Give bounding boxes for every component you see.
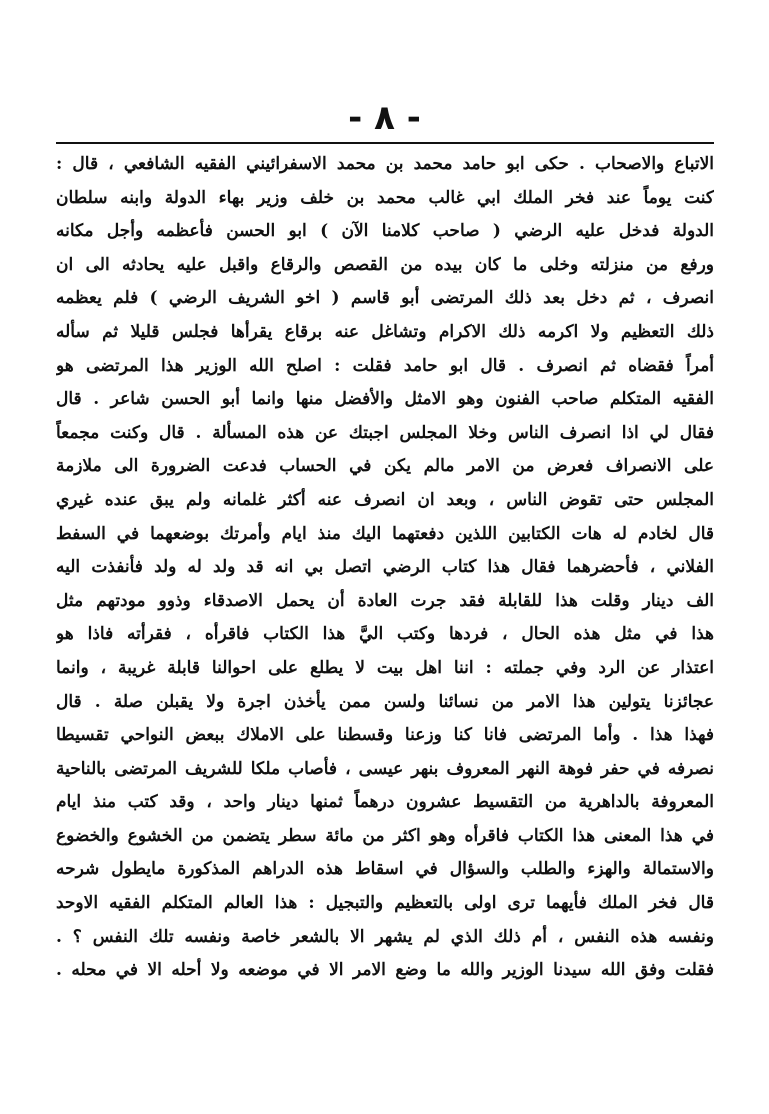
text-line: فقلت وفق الله سيدنا الوزير والله ما وضع الامر الا في موضعه ولا أحله الا في محله . xyxy=(56,960,714,981)
text-line: هذا في مثل هذه الحال ، فردها وكتب اليَّ هذا الكتاب فاقرأه ، فقرأته فاذا هو xyxy=(56,624,714,645)
text-line: نصرفه في حفر فوهة النهر المعروف بنهر عيسى ، فأصاب ملكا للشريف المرتضى بالناحية xyxy=(56,758,714,779)
text-line: والاستمالة والهزء والطلب والسؤال في اسقاط هذه الدراهم المذكورة مايطول شرحه xyxy=(56,859,714,880)
body-paragraph xyxy=(56,148,714,988)
text-line: عجائزنا يتولين هذا الامر من نسائنا ولسن ممن يأخذن اجرة ولا يقبلن صلة . قال xyxy=(56,691,714,712)
text-line: الدولة فدخل عليه الرضي ( صاحب كلامنا الآن ) ابو الحسن فأعظمه وأجل مكانه xyxy=(56,221,714,242)
text-line: قال فخر الملك فأيهما ترى اولى بالتعظيم والتبجيل : هذا العالم المتكلم الفقيه الاوحد xyxy=(56,893,714,914)
text-line: أمراً فقضاه ثم انصرف . قال ابو حامد فقلت : اصلح الله الوزير هذا المرتضى هو xyxy=(56,355,714,376)
text-line: كنت يوماً عند فخر الملك ابي غالب محمد بن خلف وزير بهاء الدولة وابنه سلطان xyxy=(56,187,714,208)
text-line: المعروفة بالداهرية من التقسيط عشرون درهماً ثمنها دينار واحد ، وقد كتب منذ ايام xyxy=(56,792,714,813)
text-line: الفلاني ، فأحضرهما فقال هذا كتاب الرضي اتصل بي انه قد ولد له ولد فأنفذت اليه xyxy=(56,557,714,578)
text-line: قال لخادم له هات الكتابين اللذين دفعتهما اليك منذ ايام وأمرتك بوضعهما في السفط xyxy=(56,523,714,544)
text-line: ورفع من منزلته وخلى ما كان بيده من القصص والرقاع واقبل عليه يحادثه الى ان xyxy=(56,254,714,275)
text-line: على الانصراف فعرض من الامر مالم يكن في الحساب فدعت الضرورة الى ملازمة xyxy=(56,456,714,477)
text-line: فهذا هذا . وأما المرتضى فانا كنا وزعنا وقسطنا على الاملاك ببعض النواحي تقسيطا xyxy=(56,725,714,746)
text-line: انصرف ، ثم دخل بعد ذلك المرتضى أبو قاسم ( اخو الشريف الرضي ) فلم يعظمه xyxy=(56,288,714,309)
header-rule xyxy=(56,142,714,144)
page-number: - ٨ - xyxy=(348,98,421,138)
text-line: الفقيه المتكلم صاحب الفنون وهو الامثل والأفضل منها وانما أبو الحسن شاعر . قال xyxy=(56,389,714,410)
text-line: فقال لي اذا انصرف الناس وخلا المجلس اجبتك عن هذه المسألة . قال وكنت مجمعاً xyxy=(56,422,714,443)
text-line: في هذا المعنى هذا الكتاب فاقرأه وهو اكثر من مائة سطر يتضمن من الخشوع والخضوع xyxy=(56,825,714,846)
text-line: اعتذار عن الرد وفي جملته : اننا اهل بيت لا يطلع على احوالنا قابلة غريبة ، وانما xyxy=(56,657,714,678)
text-line: الاتباع والاصحاب . حكى ابو حامد محمد بن محمد الاسفرائيني الفقيه الشافعي ، قال : xyxy=(56,154,714,174)
text-line: الف دينار وقلت هذا للقابلة فقد جرت العادة أن يحمل الاصدقاء وذوو مودتهم مثل xyxy=(56,590,714,611)
text-line: المجلس حتى تقوض الناس ، وبعد ان انصرف عنه أكثر غلمانه ولم يبق عنده غيري xyxy=(56,489,714,510)
text-line: ذلك التعظيم ولا اكرمه ذلك الاكرام وتشاغل عنه برقاع يقرأها فجلس قليلا ثم سأله xyxy=(56,321,714,342)
page-header xyxy=(0,96,769,140)
text-line: ونفسه هذه النفس ، أم ذلك الذي لم يشهر الا بالشعر خاصة ونفسه تلك النفس ؟ . xyxy=(56,926,714,947)
